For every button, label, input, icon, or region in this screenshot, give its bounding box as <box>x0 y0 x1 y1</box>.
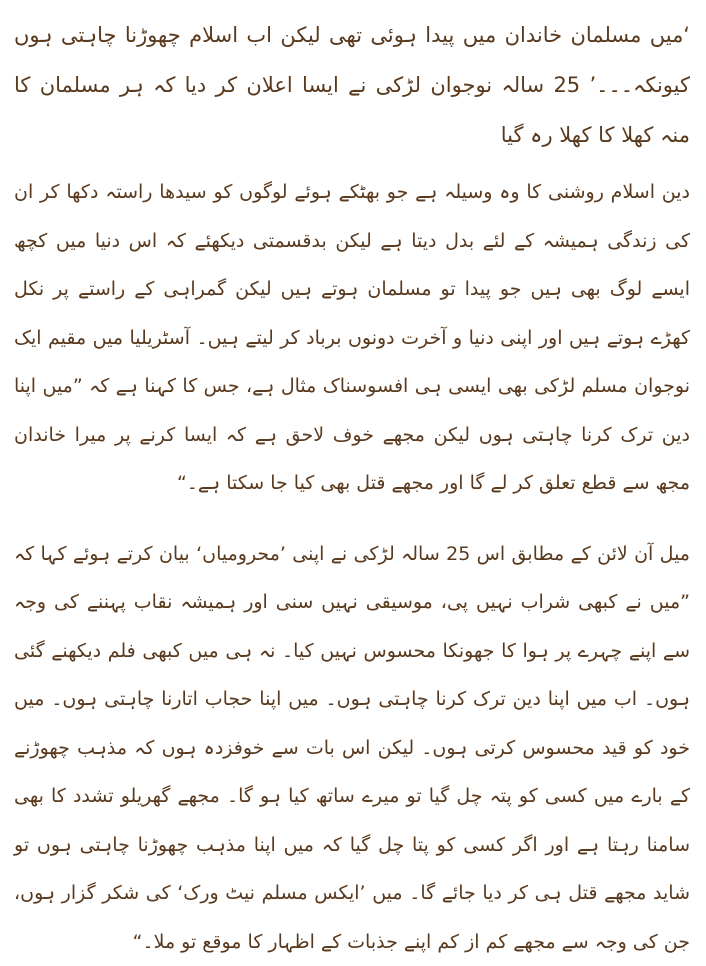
article-paragraph-1: دین اسلام روشنی کا وہ وسیلہ ہے جو بھٹکے ہوئے لوگوں کو سیدھا راستہ دکھا کر ان کی زندگی ہمیشہ کے لئے بدل دیتا ہے لیکن بدقسمتی دیکھئے کہ اس دنیا میں کچھ ایسے لوگ بھی ہیں جو پیدا تو مسلمان ہوتے ہیں لیکن گمراہی کے راستے پر نکل کھڑے ہوتے ہیں اور اپنی دنیا و آخرت دونوں برباد کر لیتے ہیں۔ آسٹریلیا میں مقیم ایک نوجوان مسلم لڑکی بھی ایسی ہی افسوسناک مثال ہے، جس کا کہنا ہے کہ ”میں اپنا دین ترک کرنا چاہتی ہوں لیکن مجھے خوف لاحق ہے کہ ایسا کرنے پر میرا خاندان مجھ سے قطع تعلق کر لے گا اور مجھے قتل بھی کیا جا سکتا ہے۔“ <box>14 168 690 508</box>
article-headline: ‘میں مسلمان خاندان میں پیدا ہوئی تھی لیکن اب اسلام چھوڑنا چاہتی ہوں کیونکہ۔۔۔’ 25 سالہ نوجوان لڑکی نے ایسا اعلان کر دیا کہ ہر مسلمان کا منہ کھلا کا کھلا رہ گیا <box>14 10 690 160</box>
article <box>14 10 690 966</box>
article-paragraph-2: میل آن لائن کے مطابق اس 25 سالہ لڑکی نے اپنی ’محرومیاں‘ بیان کرتے ہوئے کہا کہ ”میں نے کبھی شراب نہیں پی، موسیقی نہیں سنی اور ہمیشہ نقاب پہننے کی وجہ سے اپنے چہرے پر ہوا کا جھونکا محسوس نہیں کیا۔ نہ ہی میں کبھی فلم دیکھنے گئی ہوں۔ اب میں اپنا دین ترک کرنا چاہتی ہوں۔ میں اپنا حجاب اتارنا چاہتی ہوں۔ میں خود کو قید محسوس کرتی ہوں۔ لیکن اس بات سے خوفزدہ ہوں کہ مذہب چھوڑنے کے بارے میں کسی کو پتہ چل گیا تو میرے ساتھ کیا ہو گا۔ مجھے گھریلو تشدد کا بھی سامنا رہتا ہے اور اگر کسی کو پتا چل گیا کہ میں اپنا مذہب چھوڑنا چاہتی ہوں تو شاید مجھے قتل ہی کر دیا جائے گا۔ میں ’ایکس مسلم نیٹ ورک‘ کی شکر گزار ہوں، جن کی وجہ سے مجھے کم از کم اپنے جذبات کے اظہار کا موقع تو ملا۔“ <box>14 530 690 966</box>
